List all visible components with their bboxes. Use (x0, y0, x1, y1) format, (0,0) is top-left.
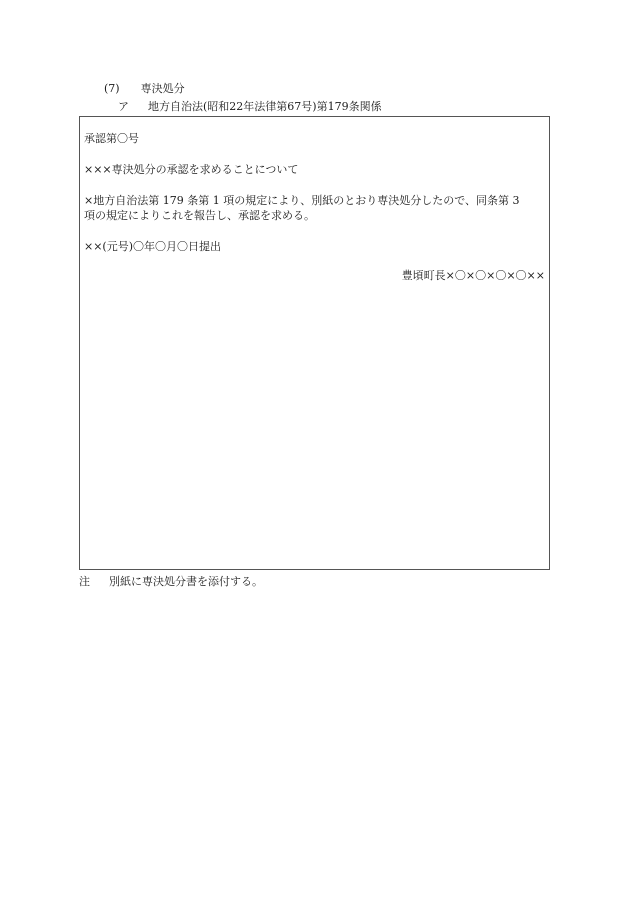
approval-number: 承認第〇号 (84, 132, 139, 145)
submission-date: ××(元号)〇年〇月〇日提出 (84, 240, 222, 253)
section-title: 専決処分 (140, 82, 185, 95)
subsection-marker: ア (118, 100, 129, 113)
form-body-line-2: 項の規定によりこれを報告し、承認を求める。 (84, 209, 315, 222)
attachment-note (79, 576, 263, 587)
section-heading (104, 83, 185, 94)
approval-title: ×××専決処分の承認を求めることについて (84, 163, 299, 176)
note-text: 別紙に専決処分書を添付する。 (109, 575, 263, 588)
form-body-line-1: ×地方自治法第 179 条第 1 項の規定により、別紙のとおり専決処分したので、同条第 3 (84, 194, 520, 207)
signatory: 豊頃町長×〇×〇×〇×〇×× (401, 269, 545, 282)
subsection-heading (118, 101, 382, 112)
form-box (79, 116, 550, 570)
subsection-title: 地方自治法(昭和22年法律第67号)第179条関係 (148, 100, 382, 113)
note-marker: 注 (79, 575, 90, 588)
section-number: (7) (104, 82, 120, 95)
